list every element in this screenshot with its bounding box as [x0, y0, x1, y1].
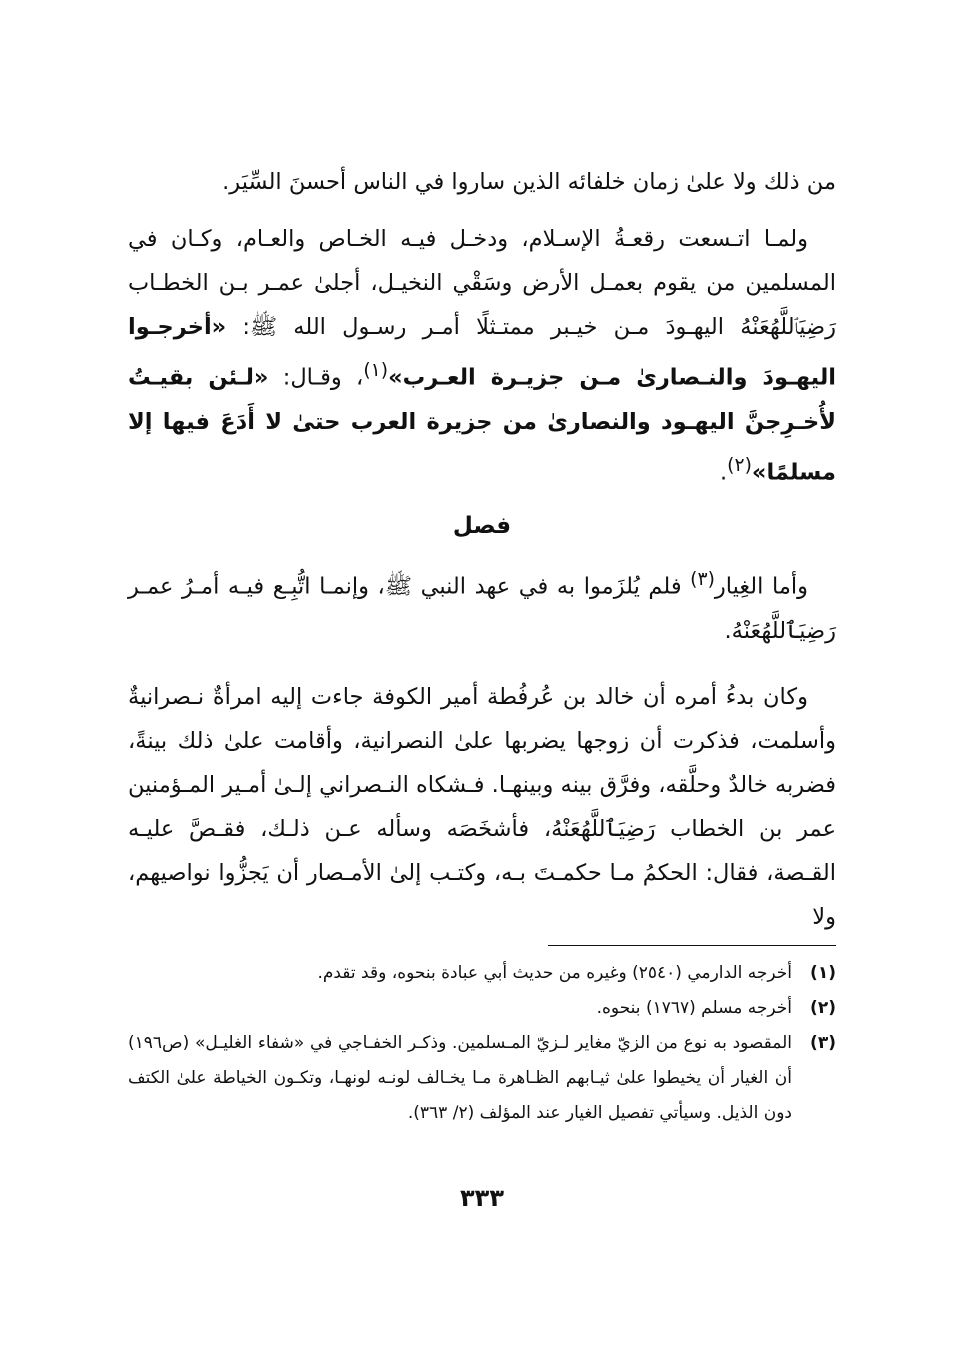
paragraph-2-text-a: ولمـا اتـسعت رقعـةُ الإسـلام، ودخـل فيـه الخـاص والعـام، وكـان في المسلمين من يقوم بعمـل الأرض وسَقْي النخيـل، أجلىٰ عمـر بـن الخطـاب رَضِيَٱللَّهُعَنْهُ اليهـودَ مـن خيـبر ممتـثلًا أمـر رسـول الله ﷺ:	[128, 226, 836, 340]
paragraph-3-text-a: وأما الغِيار	[714, 573, 808, 600]
main-text	[128, 160, 836, 939]
paragraph-3-text-b: فلم يُلزَموا به في عهد النبي ﷺ، وإنمـا اتُّبِـع فيـه أمـرُ عمـر رَضِيَٱللَّهُعَنْهُ.	[128, 573, 836, 644]
footnote-text: المقصود به نوع من الزيّ مغاير لـزيّ المـسلمين. وذكـر الخفـاجي في «شفاء الغليـل» (ص١٩٦) أن الغيار أن يخيطوا علىٰ ثيـابهم الظـاهرة مـا يخـالف لونـه لونهـا، وتكـون الخياطة علىٰ الكتف دون الذيل. وسيأتي تفصيل الغيار عند المؤلف (٢/ ٣٦٣).	[128, 1033, 792, 1123]
paragraph-4: وكان بدءُ أمره أن خالد بن عُرفُطة أمير الكوفة جاءت إليه امرأةٌ نـصرانيةٌ وأسلمت، فذكرت أن زوجها يضربها علىٰ النصرانية، وأقامت علىٰ ذلك بينةً، فضربه خالدٌ وحلَّقه، وفرَّق بينه وبينهـا. فـشكاه النـصراني إلـىٰ أمـير المـؤمنين عمر بن الخطاب رَضِيَٱللَّهُعَنْهُ، فأشخَصَه وسأله عـن ذلـك، فقـصَّ عليـه القـصة، فقال: الحكمُ مـا حكمـتَ بـه، وكتـب إلىٰ الأمـصار أن يَجزُّوا نواصيهم، ولا	[128, 683, 836, 930]
paragraph-2-text-b: ، وقـال:	[268, 364, 364, 391]
footnotes	[128, 956, 836, 1131]
hadith-quote-1: «أخرجـوا اليهـودَ والنـصارىٰ مـن جزيـرة العـرب»	[128, 314, 836, 391]
footnote-text: أخرجه الدارمي (٢٥٤٠) وغيره من حديث أبي عبادة بنحوه، وقد تقدم.	[317, 963, 792, 983]
paragraph-1: من ذلك ولا علىٰ زمان خلفائه الذين ساروا في الناس أحسنَ السِّيَر.	[222, 169, 836, 195]
footnote-number: (٣)	[810, 1033, 836, 1053]
footnote-text: أخرجه مسلم (١٧٦٧) بنحوه.	[596, 998, 792, 1018]
footnote-3	[128, 1026, 836, 1131]
hadith-quote-2: «لـئن بقيـتُ لأُخـرِجنَّ اليهـود والنصارىٰ من جزيرة العرب حتىٰ لا أَدَعَ فيها إلا مسلمًا»	[128, 364, 836, 485]
paragraph-2-end: .	[720, 459, 728, 485]
footnote-ref-2[interactable]: (٢)	[727, 454, 752, 476]
footnote-separator	[548, 945, 836, 946]
footnote-number: (١)	[810, 963, 836, 983]
paragraph-3	[128, 558, 836, 653]
footnote-2	[128, 991, 836, 1026]
footnote-ref-3[interactable]: (٣)	[690, 569, 715, 590]
footnote-1	[128, 956, 836, 991]
footnote-ref-1[interactable]: (١)	[363, 360, 389, 381]
section-title: فصل	[452, 513, 512, 539]
footnote-number: (٢)	[810, 998, 836, 1018]
paragraph-2	[128, 217, 836, 494]
page-number: ٣٣٣	[460, 1184, 504, 1212]
